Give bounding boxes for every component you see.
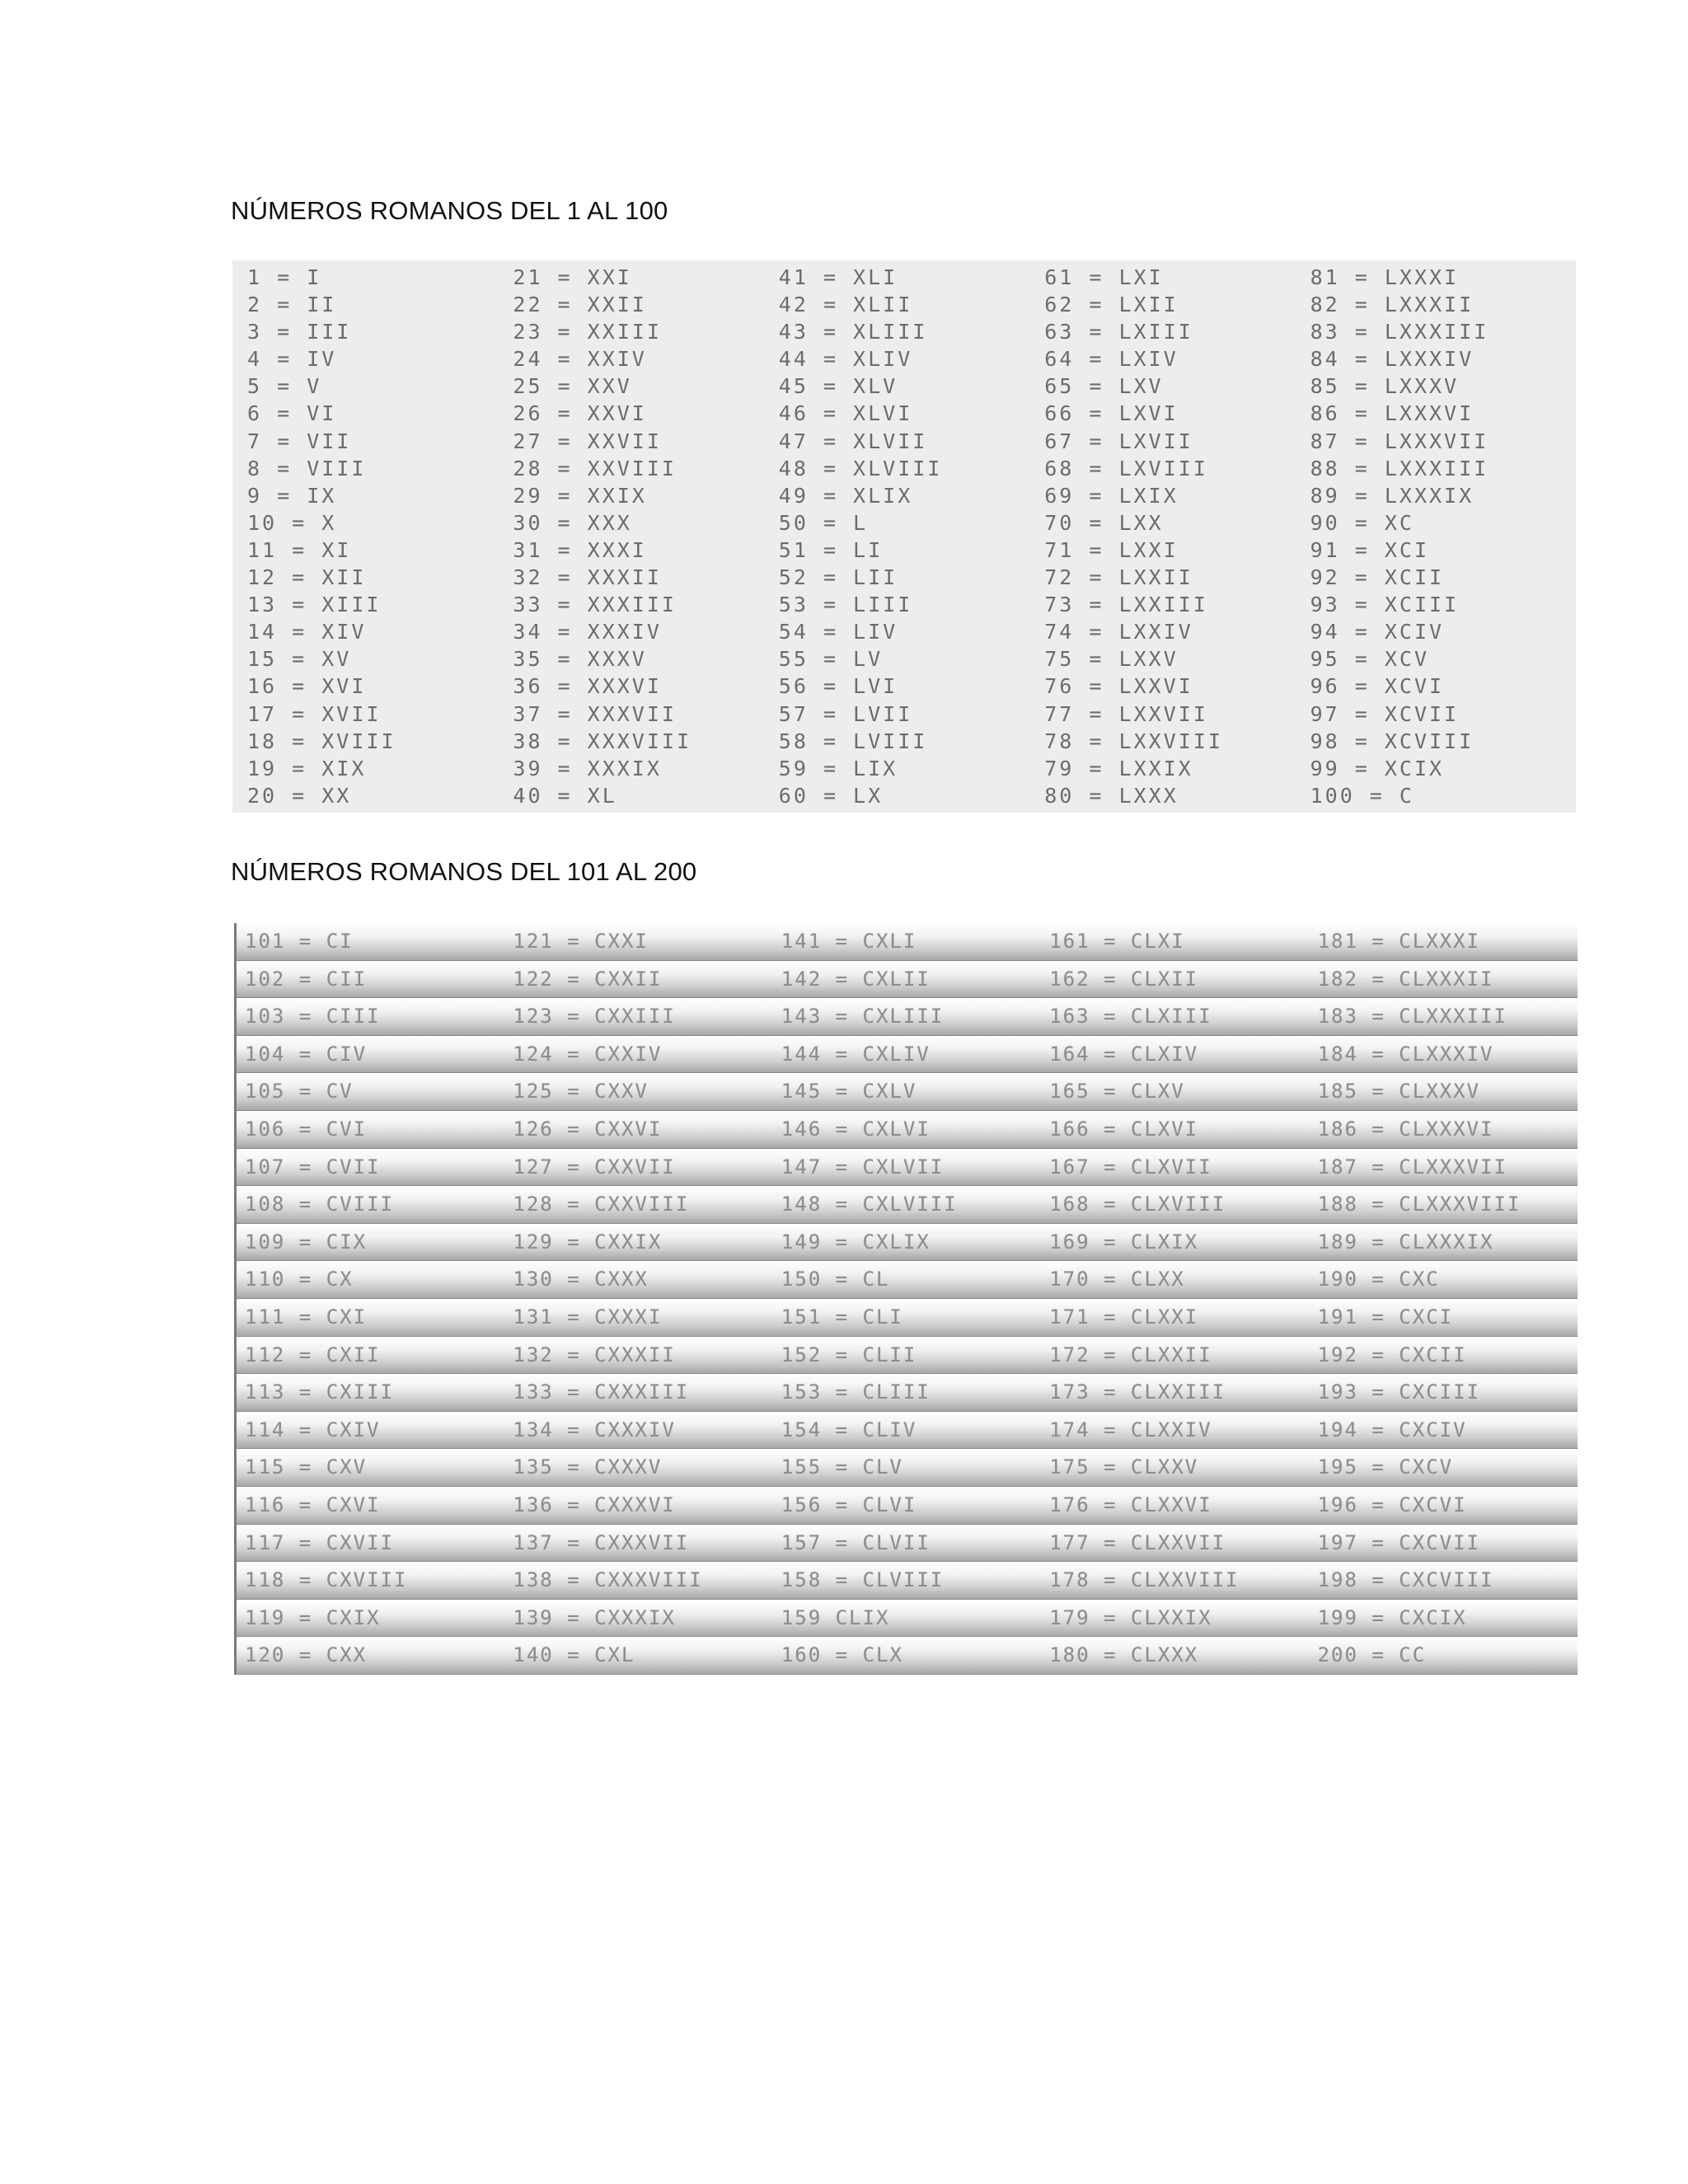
table-cell: 176 = CLXXVI bbox=[1041, 1487, 1309, 1525]
table-cell: 54 = LIV bbox=[778, 620, 898, 644]
table-cell: 88 = LXXXIII bbox=[1310, 456, 1489, 480]
table-cell: 161 = CLXI bbox=[1041, 923, 1309, 961]
table-cell: 60 = LX bbox=[778, 783, 884, 808]
table-cell: 139 = CXXXIX bbox=[504, 1600, 772, 1638]
table-cell: 122 = CXXII bbox=[504, 961, 772, 999]
table-cell: 162 = CLXII bbox=[1041, 961, 1309, 999]
table-cell: 173 = CLXXIII bbox=[1041, 1374, 1309, 1412]
table-cell: 6 = VI bbox=[247, 401, 337, 426]
table-cell: 123 = CXXIII bbox=[504, 998, 772, 1036]
table-cell: 195 = CXCV bbox=[1310, 1449, 1578, 1487]
table-cell: 94 = XCIV bbox=[1310, 620, 1445, 644]
table-cell: 33 = XXXIII bbox=[513, 593, 677, 617]
table-cell: 175 = CLXXV bbox=[1041, 1449, 1309, 1487]
table-cell: 146 = CXLVI bbox=[773, 1111, 1041, 1149]
table-cell: 171 = CLXXI bbox=[1041, 1299, 1309, 1337]
table-cell: 97 = XCVII bbox=[1310, 701, 1460, 726]
table-cell: 84 = LXXXIV bbox=[1310, 347, 1475, 372]
table-cell: 32 = XXXII bbox=[513, 565, 662, 590]
table-cell: 180 = CLXXX bbox=[1041, 1637, 1309, 1675]
heading-101-to-200: NÚMEROS ROMANOS DEL 101 AL 200 bbox=[231, 857, 697, 886]
table-cell: 102 = CII bbox=[237, 961, 504, 999]
table-cell: 77 = LXXVII bbox=[1044, 701, 1208, 726]
table-cell: 112 = CXII bbox=[237, 1337, 504, 1375]
table-cell: 50 = L bbox=[778, 510, 869, 535]
table-cell: 119 = CXIX bbox=[237, 1600, 504, 1638]
table-cell: 157 = CLVII bbox=[773, 1525, 1041, 1563]
table-cell: 144 = CXLIV bbox=[773, 1036, 1041, 1074]
table-cell: 73 = LXXIII bbox=[1044, 593, 1208, 617]
table-cell: 106 = CVI bbox=[237, 1111, 504, 1149]
table-cell: 83 = LXXXIII bbox=[1310, 320, 1489, 344]
table-cell: 78 = LXXVIII bbox=[1044, 729, 1223, 753]
table-cell: 90 = XC bbox=[1310, 510, 1414, 535]
table-cell: 26 = XXVI bbox=[513, 401, 647, 426]
table-cell: 57 = LVII bbox=[778, 701, 913, 726]
table-cell: 76 = LXXVI bbox=[1044, 674, 1193, 699]
table-cell: 12 = XII bbox=[247, 565, 367, 590]
table-cell: 193 = CXCIII bbox=[1310, 1374, 1578, 1412]
table-cell: 147 = CXLVII bbox=[773, 1149, 1041, 1187]
table-cell: 11 = XI bbox=[247, 537, 352, 562]
table-cell: 170 = CLXX bbox=[1041, 1261, 1309, 1299]
table-cell: 45 = XLV bbox=[778, 374, 898, 399]
table-cell: 114 = CXIV bbox=[237, 1412, 504, 1450]
table-cell: 9 = IX bbox=[247, 483, 337, 508]
table-cell: 174 = CLXXIV bbox=[1041, 1412, 1309, 1450]
table-cell: 85 = LXXXV bbox=[1310, 374, 1460, 399]
table-cell: 56 = LVI bbox=[778, 674, 898, 699]
table-cell: 53 = LIII bbox=[778, 593, 913, 617]
table-cell: 40 = XL bbox=[513, 783, 617, 808]
table-cell: 121 = CXXI bbox=[504, 923, 772, 961]
table-cell: 167 = CLXVII bbox=[1041, 1149, 1309, 1187]
table-cell: 71 = LXXI bbox=[1044, 537, 1179, 562]
table-cell: 62 = LXII bbox=[1044, 293, 1179, 317]
table-cell: 163 = CLXIII bbox=[1041, 998, 1309, 1036]
table-cell: 52 = LII bbox=[778, 565, 898, 590]
table-cell: 184 = CLXXXIV bbox=[1310, 1036, 1578, 1074]
table-cell: 136 = CXXXVI bbox=[504, 1487, 772, 1525]
table-cell: 135 = CXXXV bbox=[504, 1449, 772, 1487]
table-cell: 59 = LIX bbox=[778, 756, 898, 780]
table-cell: 22 = XXII bbox=[513, 293, 647, 317]
table-cell: 68 = LXVIII bbox=[1044, 456, 1208, 480]
table-cell: 181 = CLXXXI bbox=[1310, 923, 1578, 961]
table-cell: 160 = CLX bbox=[773, 1637, 1041, 1675]
table-cell: 63 = LXIII bbox=[1044, 320, 1193, 344]
table-cell: 134 = CXXXIV bbox=[504, 1412, 772, 1450]
table-cell: 99 = XCIX bbox=[1310, 756, 1445, 780]
table-cell: 58 = LVIII bbox=[778, 729, 928, 753]
table-cell: 36 = XXXVI bbox=[513, 674, 662, 699]
table-cell: 10 = X bbox=[247, 510, 337, 535]
table-cell: 191 = CXCI bbox=[1310, 1299, 1578, 1337]
table-cell: 133 = CXXXIII bbox=[504, 1374, 772, 1412]
roman-table-101-to-200 bbox=[234, 923, 1578, 1675]
table-cell: 72 = LXXII bbox=[1044, 565, 1193, 590]
table-cell: 23 = XXIII bbox=[513, 320, 662, 344]
table-cell: 105 = CV bbox=[237, 1073, 504, 1111]
table-cell: 192 = CXCII bbox=[1310, 1337, 1578, 1375]
table-cell: 80 = LXXX bbox=[1044, 783, 1179, 808]
table-cell: 65 = LXV bbox=[1044, 374, 1164, 399]
table-cell: 42 = XLII bbox=[778, 293, 913, 317]
table-cell: 127 = CXXVII bbox=[504, 1149, 772, 1187]
table-cell: 128 = CXXVIII bbox=[504, 1186, 772, 1224]
table-cell: 86 = LXXXVI bbox=[1310, 401, 1475, 426]
table-cell: 155 = CLV bbox=[773, 1449, 1041, 1487]
table-cell: 187 = CLXXXVII bbox=[1310, 1149, 1578, 1187]
table-cell: 118 = CXVIII bbox=[237, 1562, 504, 1600]
table-cell: 182 = CLXXXII bbox=[1310, 961, 1578, 999]
table-cell: 70 = LXX bbox=[1044, 510, 1164, 535]
table-cell: 116 = CXVI bbox=[237, 1487, 504, 1525]
table-cell: 124 = CXXIV bbox=[504, 1036, 772, 1074]
table-cell: 129 = CXXIX bbox=[504, 1224, 772, 1262]
table-cell: 154 = CLIV bbox=[773, 1412, 1041, 1450]
table-cell: 15 = XV bbox=[247, 647, 352, 672]
table-cell: 18 = XVIII bbox=[247, 729, 396, 753]
table-cell: 31 = XXXI bbox=[513, 537, 647, 562]
table-cell: 185 = CLXXXV bbox=[1310, 1073, 1578, 1111]
table-cell: 98 = XCVIII bbox=[1310, 729, 1475, 753]
table-cell: 189 = CLXXXIX bbox=[1310, 1224, 1578, 1262]
table-cell: 38 = XXXVIII bbox=[513, 729, 692, 753]
table-cell: 96 = XCVI bbox=[1310, 674, 1445, 699]
table-cell: 5 = V bbox=[247, 374, 322, 399]
table-cell: 152 = CLII bbox=[773, 1337, 1041, 1375]
table-cell: 194 = CXCIV bbox=[1310, 1412, 1578, 1450]
table-cell: 140 = CXL bbox=[504, 1637, 772, 1675]
table-cell: 48 = XLVIII bbox=[778, 456, 943, 480]
table-cell: 35 = XXXV bbox=[513, 647, 647, 672]
table-cell: 41 = XLI bbox=[778, 265, 898, 289]
table-cell: 143 = CXLIII bbox=[773, 998, 1041, 1036]
table-cell: 153 = CLIII bbox=[773, 1374, 1041, 1412]
table-cell: 109 = CIX bbox=[237, 1224, 504, 1262]
table-cell: 177 = CLXXVII bbox=[1041, 1525, 1309, 1563]
table-cell: 101 = CI bbox=[237, 923, 504, 961]
table-cell: 150 = CL bbox=[773, 1261, 1041, 1299]
table-cell: 55 = LV bbox=[778, 647, 884, 672]
table-cell: 39 = XXXIX bbox=[513, 756, 662, 780]
table-cell: 49 = XLIX bbox=[778, 483, 913, 508]
table-cell: 148 = CXLVIII bbox=[773, 1186, 1041, 1224]
table-cell: 47 = XLVII bbox=[778, 429, 928, 453]
table-cell: 81 = LXXXI bbox=[1310, 265, 1460, 289]
table-cell: 51 = LI bbox=[778, 537, 884, 562]
table-cell: 21 = XXI bbox=[513, 265, 632, 289]
table-cell: 61 = LXI bbox=[1044, 265, 1164, 289]
table-cell: 66 = LXVI bbox=[1044, 401, 1179, 426]
table-cell: 75 = LXXV bbox=[1044, 647, 1179, 672]
table-cell: 46 = XLVI bbox=[778, 401, 913, 426]
table-cell: 138 = CXXXVIII bbox=[504, 1562, 772, 1600]
table-cell: 8 = VIII bbox=[247, 456, 367, 480]
table-cell: 91 = XCI bbox=[1310, 537, 1430, 562]
table-cell: 111 = CXI bbox=[237, 1299, 504, 1337]
table-cell: 79 = LXXIX bbox=[1044, 756, 1193, 780]
table-cell: 29 = XXIX bbox=[513, 483, 647, 508]
table-cell: 34 = XXXIV bbox=[513, 620, 662, 644]
table-cell: 44 = XLIV bbox=[778, 347, 913, 372]
table-cell: 141 = CXLI bbox=[773, 923, 1041, 961]
table-cell: 1 = I bbox=[247, 265, 322, 289]
table-cell: 132 = CXXXII bbox=[504, 1337, 772, 1375]
table-cell: 117 = CXVII bbox=[237, 1525, 504, 1563]
table-cell: 4 = IV bbox=[247, 347, 337, 372]
table-cell: 95 = XCV bbox=[1310, 647, 1430, 672]
table-cell: 14 = XIV bbox=[247, 620, 367, 644]
table-cell: 126 = CXXVI bbox=[504, 1111, 772, 1149]
table-cell: 20 = XX bbox=[247, 783, 352, 808]
table-cell: 13 = XIII bbox=[247, 593, 382, 617]
table-cell: 168 = CLXVIII bbox=[1041, 1186, 1309, 1224]
table-cell: 74 = LXXIV bbox=[1044, 620, 1193, 644]
table-cell: 100 = C bbox=[1310, 783, 1414, 808]
heading-1-to-100: NÚMEROS ROMANOS DEL 1 AL 100 bbox=[231, 196, 668, 225]
table-cell: 151 = CLI bbox=[773, 1299, 1041, 1337]
table-cell: 103 = CIII bbox=[237, 998, 504, 1036]
table-cell: 190 = CXC bbox=[1310, 1261, 1578, 1299]
table-cell: 164 = CLXIV bbox=[1041, 1036, 1309, 1074]
table-cell: 24 = XXIV bbox=[513, 347, 647, 372]
table-cell: 93 = XCIII bbox=[1310, 593, 1460, 617]
table-cell: 183 = CLXXXIII bbox=[1310, 998, 1578, 1036]
table-cell: 17 = XVII bbox=[247, 701, 382, 726]
table-cell: 156 = CLVI bbox=[773, 1487, 1041, 1525]
table-cell: 28 = XXVIII bbox=[513, 456, 677, 480]
table-cell: 137 = CXXXVII bbox=[504, 1525, 772, 1563]
table-cell: 115 = CXV bbox=[237, 1449, 504, 1487]
table-cell: 92 = XCII bbox=[1310, 565, 1445, 590]
table-cell: 196 = CXCVI bbox=[1310, 1487, 1578, 1525]
table-cell: 169 = CLXIX bbox=[1041, 1224, 1309, 1262]
table-cell: 82 = LXXXII bbox=[1310, 293, 1475, 317]
roman-table-1-to-100 bbox=[232, 260, 1576, 813]
table-cell: 113 = CXIII bbox=[237, 1374, 504, 1412]
table-cell: 179 = CLXXIX bbox=[1041, 1600, 1309, 1638]
table-cell: 149 = CXLIX bbox=[773, 1224, 1041, 1262]
table-cell: 198 = CXCVIII bbox=[1310, 1562, 1578, 1600]
table-cell: 166 = CLXVI bbox=[1041, 1111, 1309, 1149]
table-cell: 43 = XLIII bbox=[778, 320, 928, 344]
table-cell: 186 = CLXXXVI bbox=[1310, 1111, 1578, 1149]
table-cell: 120 = CXX bbox=[237, 1637, 504, 1675]
table-cell: 2 = II bbox=[247, 293, 337, 317]
table-cell: 7 = VII bbox=[247, 429, 352, 453]
table-cell: 178 = CLXXVIII bbox=[1041, 1562, 1309, 1600]
table-cell: 188 = CLXXXVIII bbox=[1310, 1186, 1578, 1224]
table-cell: 30 = XXX bbox=[513, 510, 632, 535]
table-cell: 104 = CIV bbox=[237, 1036, 504, 1074]
table-cell: 16 = XVI bbox=[247, 674, 367, 699]
table-cell: 27 = XXVII bbox=[513, 429, 662, 453]
table-cell: 200 = CC bbox=[1310, 1637, 1578, 1675]
table-cell: 108 = CVIII bbox=[237, 1186, 504, 1224]
table-cell: 142 = CXLII bbox=[773, 961, 1041, 999]
table-cell: 199 = CXCIX bbox=[1310, 1600, 1578, 1638]
table-cell: 64 = LXIV bbox=[1044, 347, 1179, 372]
table-cell: 3 = III bbox=[247, 320, 352, 344]
table-cell: 107 = CVII bbox=[237, 1149, 504, 1187]
table-cell: 69 = LXIX bbox=[1044, 483, 1179, 508]
table-cell: 110 = CX bbox=[237, 1261, 504, 1299]
table-cell: 159 CLIX bbox=[773, 1600, 1041, 1638]
table-cell: 197 = CXCVII bbox=[1310, 1525, 1578, 1563]
table-cell: 89 = LXXXIX bbox=[1310, 483, 1475, 508]
table-cell: 158 = CLVIII bbox=[773, 1562, 1041, 1600]
table-cell: 172 = CLXXII bbox=[1041, 1337, 1309, 1375]
table-cell: 125 = CXXV bbox=[504, 1073, 772, 1111]
table-cell: 145 = CXLV bbox=[773, 1073, 1041, 1111]
table-cell: 131 = CXXXI bbox=[504, 1299, 772, 1337]
table-cell: 130 = CXXX bbox=[504, 1261, 772, 1299]
table-cell: 25 = XXV bbox=[513, 374, 632, 399]
table-cell: 165 = CLXV bbox=[1041, 1073, 1309, 1111]
table-cell: 87 = LXXXVII bbox=[1310, 429, 1489, 453]
table-cell: 19 = XIX bbox=[247, 756, 367, 780]
table-cell: 67 = LXVII bbox=[1044, 429, 1193, 453]
table-cell: 37 = XXXVII bbox=[513, 701, 677, 726]
